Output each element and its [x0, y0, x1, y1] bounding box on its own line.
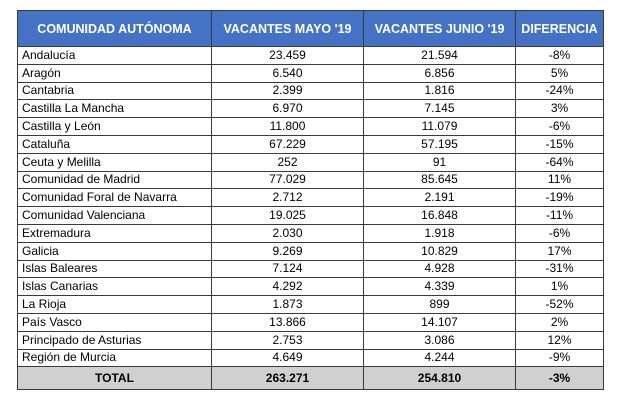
cell-vacantes-junio: 6.856 — [364, 64, 516, 82]
table-row — [18, 82, 604, 100]
vacancies-table — [17, 10, 604, 390]
cell-vacantes-mayo: 6.970 — [212, 100, 364, 118]
cell-vacantes-junio: 21.594 — [364, 47, 516, 65]
cell-comunidad: La Rioja — [18, 296, 212, 314]
cell-comunidad: Islas Canarias — [18, 278, 212, 296]
cell-diferencia: -15% — [516, 135, 604, 153]
cell-diferencia: 3% — [516, 100, 604, 118]
cell-vacantes-mayo: 2.030 — [212, 224, 364, 242]
cell-vacantes-mayo: 4.649 — [212, 349, 364, 367]
cell-vacantes-mayo: 252 — [212, 153, 364, 171]
table-row — [18, 100, 604, 118]
cell-diferencia: -6% — [516, 118, 604, 136]
total-junio: 254.810 — [364, 367, 516, 390]
table-row — [18, 189, 604, 207]
cell-vacantes-mayo: 77.029 — [212, 171, 364, 189]
cell-vacantes-mayo: 2.712 — [212, 189, 364, 207]
cell-vacantes-junio: 2.191 — [364, 189, 516, 207]
table-row — [18, 171, 604, 189]
table-row — [18, 260, 604, 278]
cell-vacantes-junio: 4.928 — [364, 260, 516, 278]
cell-diferencia: 17% — [516, 242, 604, 260]
table-row — [18, 349, 604, 367]
table-row — [18, 331, 604, 349]
cell-comunidad: Cataluña — [18, 135, 212, 153]
cell-comunidad: Aragón — [18, 64, 212, 82]
cell-vacantes-junio: 57.195 — [364, 135, 516, 153]
cell-vacantes-junio: 10.829 — [364, 242, 516, 260]
cell-vacantes-junio: 4.339 — [364, 278, 516, 296]
table-row — [18, 278, 604, 296]
total-label: TOTAL — [18, 367, 212, 390]
total-row — [18, 367, 604, 390]
cell-vacantes-junio: 3.086 — [364, 331, 516, 349]
cell-diferencia: 11% — [516, 171, 604, 189]
cell-vacantes-mayo: 9.269 — [212, 242, 364, 260]
cell-vacantes-junio: 899 — [364, 296, 516, 314]
header-comunidad: COMUNIDAD AUTÓNOMA — [18, 11, 212, 47]
cell-comunidad: Región de Murcia — [18, 349, 212, 367]
cell-comunidad: Principado de Asturias — [18, 331, 212, 349]
table-row — [18, 224, 604, 242]
cell-diferencia: -52% — [516, 296, 604, 314]
cell-vacantes-junio: 14.107 — [364, 313, 516, 331]
table-header-row — [18, 11, 604, 47]
table-body — [18, 47, 604, 390]
cell-vacantes-mayo: 11.800 — [212, 118, 364, 136]
cell-vacantes-junio: 11.079 — [364, 118, 516, 136]
cell-comunidad: País Vasco — [18, 313, 212, 331]
cell-comunidad: Comunidad Foral de Navarra — [18, 189, 212, 207]
header-diferencia: DIFERENCIA — [516, 11, 604, 47]
cell-vacantes-mayo: 13.866 — [212, 313, 364, 331]
vacancies-table-container — [17, 10, 604, 390]
cell-vacantes-mayo: 2.753 — [212, 331, 364, 349]
cell-diferencia: -24% — [516, 82, 604, 100]
cell-comunidad: Comunidad Valenciana — [18, 207, 212, 225]
table-row — [18, 135, 604, 153]
cell-comunidad: Islas Baleares — [18, 260, 212, 278]
cell-diferencia: -8% — [516, 47, 604, 65]
cell-vacantes-mayo: 4.292 — [212, 278, 364, 296]
table-row — [18, 153, 604, 171]
table-row — [18, 207, 604, 225]
table-row — [18, 64, 604, 82]
cell-comunidad: Comunidad de Madrid — [18, 171, 212, 189]
cell-vacantes-mayo: 6.540 — [212, 64, 364, 82]
total-mayo: 263.271 — [212, 367, 364, 390]
cell-vacantes-junio: 1.918 — [364, 224, 516, 242]
cell-vacantes-mayo: 23.459 — [212, 47, 364, 65]
cell-comunidad: Galicia — [18, 242, 212, 260]
header-vacantes-mayo: VACANTES MAYO '19 — [212, 11, 364, 47]
cell-diferencia: 5% — [516, 64, 604, 82]
total-diferencia: -3% — [516, 367, 604, 390]
cell-vacantes-junio: 16.848 — [364, 207, 516, 225]
table-row — [18, 242, 604, 260]
table-row — [18, 47, 604, 65]
cell-diferencia: -6% — [516, 224, 604, 242]
cell-comunidad: Castilla La Mancha — [18, 100, 212, 118]
table-row — [18, 313, 604, 331]
cell-diferencia: -9% — [516, 349, 604, 367]
cell-comunidad: Andalucía — [18, 47, 212, 65]
cell-vacantes-junio: 4.244 — [364, 349, 516, 367]
cell-diferencia: -11% — [516, 207, 604, 225]
cell-diferencia: 12% — [516, 331, 604, 349]
cell-vacantes-mayo: 19.025 — [212, 207, 364, 225]
cell-comunidad: Extremadura — [18, 224, 212, 242]
cell-diferencia: 2% — [516, 313, 604, 331]
cell-vacantes-junio: 85.645 — [364, 171, 516, 189]
cell-vacantes-junio: 7.145 — [364, 100, 516, 118]
cell-diferencia: -19% — [516, 189, 604, 207]
cell-vacantes-junio: 91 — [364, 153, 516, 171]
cell-vacantes-mayo: 7.124 — [212, 260, 364, 278]
cell-diferencia: -31% — [516, 260, 604, 278]
cell-comunidad: Cantabria — [18, 82, 212, 100]
table-row — [18, 296, 604, 314]
cell-comunidad: Castilla y León — [18, 118, 212, 136]
cell-vacantes-mayo: 2.399 — [212, 82, 364, 100]
header-vacantes-junio: VACANTES JUNIO '19 — [364, 11, 516, 47]
table-row — [18, 118, 604, 136]
cell-vacantes-mayo: 1.873 — [212, 296, 364, 314]
cell-vacantes-junio: 1.816 — [364, 82, 516, 100]
cell-comunidad: Ceuta y Melilla — [18, 153, 212, 171]
cell-diferencia: -64% — [516, 153, 604, 171]
cell-diferencia: 1% — [516, 278, 604, 296]
cell-vacantes-mayo: 67.229 — [212, 135, 364, 153]
